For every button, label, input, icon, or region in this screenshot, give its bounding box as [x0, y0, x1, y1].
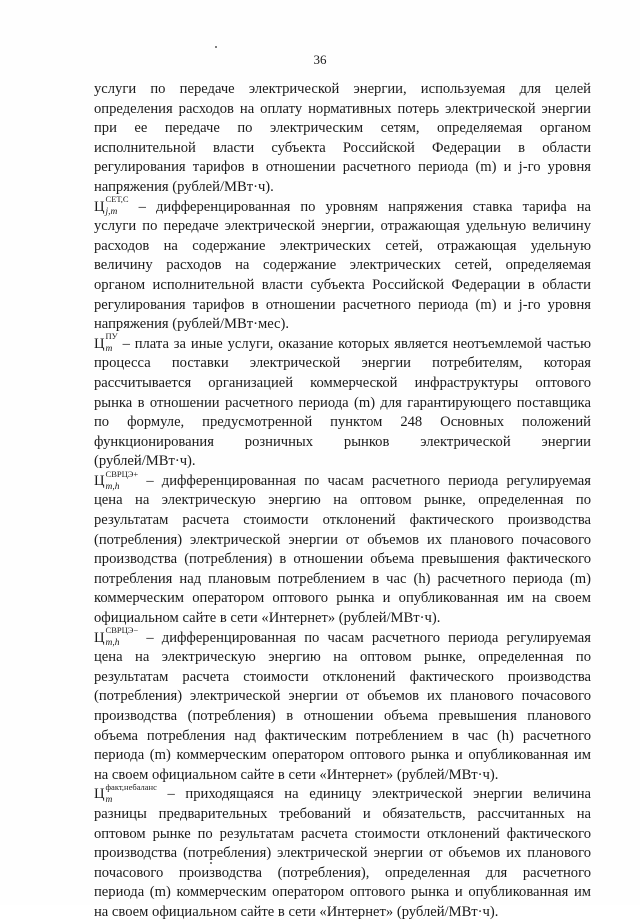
symbol-base: Ц [94, 335, 105, 352]
symbol-base: Ц [94, 198, 105, 215]
text-line: потребления над плановым потреблением в час (h) расчетного периода (m) [94, 570, 591, 587]
text-line: рынка в отношении расчетного периода (m) для гарантирующего поставщика [94, 394, 591, 411]
text-line: производства (потребления) в отношении объема превышения планового [94, 708, 591, 724]
text-line: на своем официальном сайте в сети «Интернет» (рублей/МВт·ч). [94, 903, 499, 920]
symbol-base: Ц [94, 472, 105, 489]
formula-symbol [94, 194, 129, 218]
paragraph [94, 80, 591, 198]
text-line: объема потребления над фактическим потреблением в час (h) расчетного [94, 727, 591, 744]
text-line: при ее передаче по электрическим сетям, определяемая органом [94, 120, 591, 137]
symbol-subscript: m,h [105, 638, 120, 649]
text-line [94, 468, 591, 492]
text-line: производства (потребления) в отношении объема превышения фактического [94, 551, 591, 568]
text-line: цена на электрическую энергию на оптовом рынке, определенная по [94, 492, 591, 509]
formula-symbol [94, 625, 139, 649]
text-line: производства (потребления) электрической энергии от объемов их планового [94, 845, 591, 862]
text-line: процесса поставки электрической энергии потребителям, которая [94, 355, 591, 372]
symbol-base: Ц [94, 786, 105, 803]
line-text: – дифференцированная по уровням напряжения ставка тарифа на [128, 198, 591, 215]
text-line: услуги по передаче электрической энергии, используемая для целей [94, 81, 591, 97]
text-line: величину расходов на содержание электрических сетей, определяемая [94, 257, 591, 274]
text-line: результатам расчета стоимости отклонений фактического производства [94, 512, 591, 529]
paragraph [94, 331, 591, 472]
document-body [94, 80, 591, 923]
text-line: определения расходов на оплату нормативных потерь электрической энергии [94, 100, 591, 117]
text-line: напряжения (рублей/МВт·мес). [94, 316, 290, 333]
line-text: – плата за иные услуги, оказание которых является неотъемлемой частью [117, 335, 591, 352]
text-line: цена на электрическую энергию на оптовом рынке, определенная по [94, 649, 591, 666]
text-line: исполнительной власти субъекта Российской Федерации в области [94, 139, 591, 156]
text-line [94, 331, 591, 355]
line-text: – дифференцированная по часам расчетного периода регулируемая [138, 629, 591, 646]
symbol-superscript: СЕТ,С [105, 194, 129, 205]
symbol-superscript: факт,небаланс [105, 782, 157, 793]
text-line: (рублей/МВт·ч). [94, 453, 196, 470]
symbol-subscript: m [105, 344, 113, 355]
symbol-superscript: СВРЦЭ+ [105, 468, 139, 479]
text-line: официальном сайте в сети «Интернет» (рублей/МВт·ч). [94, 610, 441, 627]
line-text: – дифференцированная по часам расчетного периода регулируемая [138, 472, 591, 489]
text-line: периода (m) коммерческим оператором оптового рынка и опубликованная им [94, 747, 591, 764]
text-line [94, 625, 591, 649]
text-line: органом исполнительной власти субъекта Российской Федерации в области [94, 276, 591, 293]
formula-symbol [94, 331, 118, 355]
text-line: регулирования тарифов в отношении расчетного периода (m) и j-го уровня [94, 296, 591, 313]
text-line: расходов на содержание электрических сетей, отражающая удельную [94, 237, 591, 254]
paragraph [94, 468, 591, 629]
paragraph [94, 194, 591, 335]
text-line [94, 782, 591, 806]
text-line: разницы предварительных требований и обязательств, рассчитанных на [94, 805, 591, 822]
text-line: периода (m) коммерческим оператором оптового рынка и опубликованная им [94, 884, 591, 901]
page-number: 36 [313, 52, 327, 67]
symbol-base: Ц [94, 629, 105, 646]
text-line [94, 194, 591, 218]
text-line: услуги по передаче электрической энергии, отражающая удельную величину [94, 218, 591, 235]
text-line: оптовом рынке по результатам расчета стоимости отклонений фактического [94, 825, 591, 842]
text-line: (потребления) электрической энергии от объемов их планового почасового [94, 531, 591, 548]
text-line: результатам расчета стоимости отклонений фактического производства [94, 668, 591, 685]
symbol-subscript: m,h [105, 481, 120, 492]
formula-symbol [94, 782, 157, 806]
paragraph [94, 782, 591, 922]
symbol-subscript: j,m [105, 207, 118, 218]
symbol-superscript: СВРЦЭ− [105, 625, 139, 636]
text-line: (потребления) электрической энергии от объемов их планового почасового [94, 688, 591, 705]
paragraph [94, 625, 591, 786]
formula-symbol [94, 468, 139, 492]
text-line: напряжения (рублей/МВт·ч). [94, 178, 274, 195]
symbol-subscript: m [105, 795, 113, 806]
text-line: на своем официальном сайте в сети «Интернет» (рублей/МВт·ч). [94, 766, 499, 783]
symbol-superscript: ПУ [105, 331, 118, 342]
text-line: коммерческим оператором оптового рынка и опубликованная им на своем [94, 590, 591, 607]
text-line: регулирования тарифов в отношении расчетного периода (m) и j-го уровня [94, 159, 591, 176]
scan-speck [215, 46, 217, 48]
line-text: – приходящаяся на единицу электрической энергии величина [156, 786, 591, 803]
text-line: функционирования розничных рынков электрической энергии [94, 433, 591, 450]
text-line: рассчитывается организацией коммерческой инфраструктуры оптового [94, 374, 591, 391]
text-line: по формуле, предусмотренной пунктом 248 Основных положений [94, 414, 591, 431]
text-line: почасового производства (потребления), определенная для расчетного [94, 864, 591, 881]
